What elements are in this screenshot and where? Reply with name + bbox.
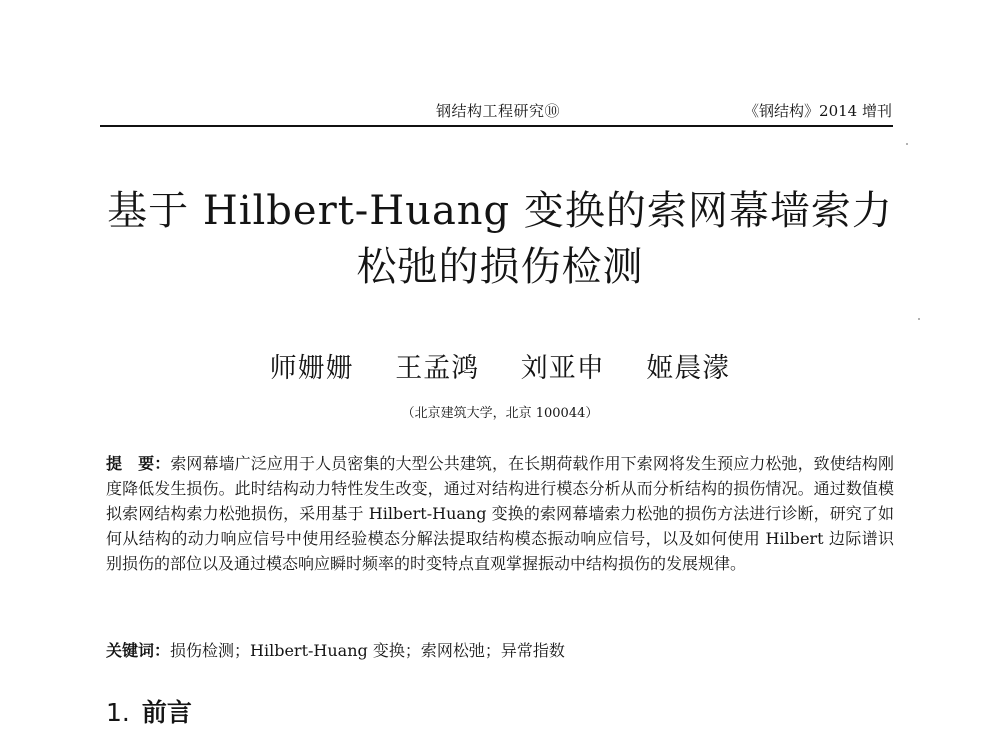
- scan-speck: [918, 318, 920, 320]
- author-name: 师姗姗: [269, 353, 354, 384]
- author-list: [0, 346, 1000, 385]
- title-line-1: 基于 Hilbert-Huang 变换的索网幕墙索力: [107, 188, 893, 234]
- scan-speck: [906, 143, 908, 145]
- section-number: 1.: [106, 698, 130, 727]
- paper-title: [60, 183, 940, 295]
- author-name: 王孟鸿: [395, 353, 480, 384]
- author-name: 姬晨濛: [646, 353, 731, 384]
- running-head: [100, 98, 892, 122]
- affiliation: （北京建筑大学，北京 100044）: [401, 406, 599, 421]
- abstract: [106, 451, 894, 576]
- keywords-text: 损伤检测；Hilbert-Huang 变换；索网松弛；异常指数: [170, 641, 565, 660]
- keywords-label: 关键词：: [106, 641, 171, 660]
- keywords: [106, 638, 894, 663]
- section-title: 前言: [141, 698, 192, 727]
- section-heading: [106, 693, 192, 729]
- author-name: 刘亚申: [520, 353, 605, 384]
- header-rule: [100, 125, 893, 127]
- abstract-text: 索网幕墙广泛应用于人员密集的大型公共建筑，在长期荷载作用下索网将发生预应力松弛，致使结构刚度降低发生损伤。此时结构动力特性发生改变，通过对结构进行模态分析从而分析结构的损伤情况。通过数值模拟索网结构索力松弛损伤，采用基于 Hilbert-Huang 变换的索网幕墙索力松弛的损伤方法进行诊断，研究了如何从结构的动力响应信号中使用经验模态分解法提取结构模态振动响应信号，以及如何使用 Hilbert 边际谱识别损伤的部位以及通过模态响应瞬时频率的时变特点直观掌握振动中结构损伤的发展规律。: [106, 454, 894, 573]
- journal-series-name: 钢结构工程研究⑩: [436, 102, 561, 120]
- title-line-2: 松弛的损伤检测: [356, 244, 644, 290]
- journal-issue: 《钢结构》2014 增刊: [744, 102, 892, 120]
- abstract-label: 提 要：: [106, 454, 171, 473]
